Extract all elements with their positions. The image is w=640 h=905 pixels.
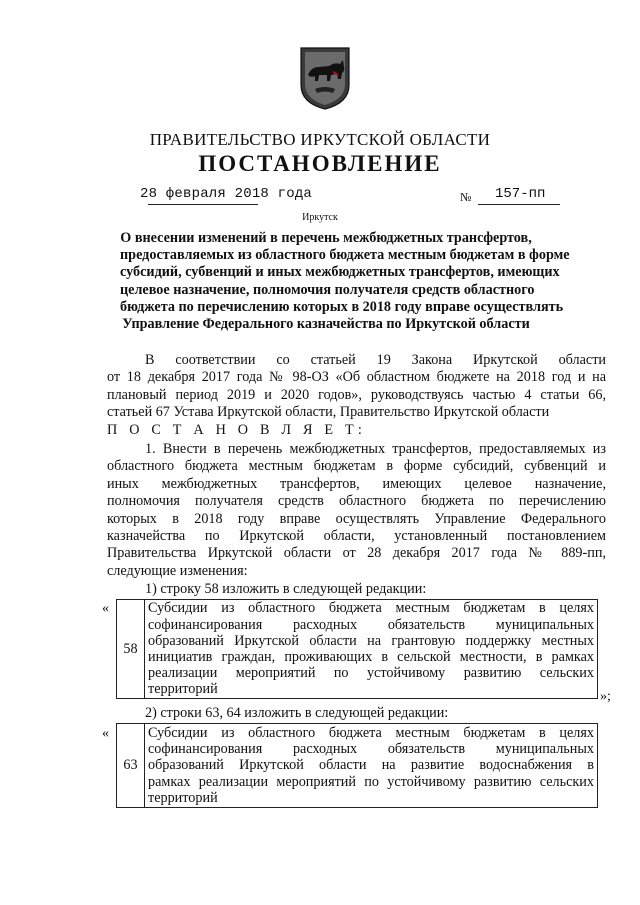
item-1-paragraph bbox=[107, 441, 606, 580]
item-1-line: 1. Внести в перечень межбюджетных трансфертов, предоставляемых из bbox=[145, 441, 606, 457]
row-text-line: софинансирования расходных обязательств муниципальных bbox=[148, 616, 594, 633]
row-text-line: реализации мероприятий по устойчивому развитию сельских bbox=[148, 665, 594, 682]
item-1-line: областного бюджета местным бюджетам в форме субсидий, субвенций и bbox=[107, 458, 606, 475]
date-underline bbox=[148, 204, 258, 205]
row-text-line: софинансирования расходных обязательств муниципальных bbox=[148, 741, 594, 758]
item-1-line: следующие изменения: bbox=[107, 562, 248, 579]
city-name: Иркутск bbox=[302, 212, 338, 223]
item-1-line: Правительства Иркутской области от 28 декабря 2017 года № 889-пп, bbox=[107, 545, 606, 562]
opening-quote: « bbox=[102, 726, 109, 741]
row-text-line: территорий bbox=[148, 681, 218, 698]
row-text-line: образований Иркутской области на грантовую поддержку местных bbox=[148, 632, 594, 649]
document-date: 28 февраля 2018 года bbox=[140, 186, 313, 202]
coat-of-arms-emblem bbox=[297, 45, 353, 111]
subitem-2: 2) строки 63, 64 изложить в следующей редакции: bbox=[145, 705, 449, 721]
row-text bbox=[145, 600, 598, 699]
item-1-line: полномочия получателя средств областного бюджета по перечислению bbox=[107, 493, 606, 510]
row-63-table bbox=[116, 723, 598, 808]
resolves-word: П О С Т А Н О В Л Я Е Т: bbox=[107, 421, 366, 438]
government-name: ПРАВИТЕЛЬСТВО ИРКУТСКОЙ ОБЛАСТИ bbox=[149, 130, 491, 149]
item-1-line: казначейства по Иркутской области, установленный постановлением bbox=[107, 528, 606, 545]
row-text-line: Субсидии из областного бюджета местным бюджетам в целях bbox=[148, 724, 594, 741]
title-line: субсидий, субвенций и иных межбюджетных трансфертов, имеющих bbox=[120, 264, 560, 281]
preamble-line: плановый период 2019 и 2020 годов», руководствуясь частью 4 статьи 66, bbox=[107, 386, 606, 403]
number-sign: № bbox=[460, 190, 472, 204]
row-text-line: инициатив граждан, проживающих в сельской местности, в рамках bbox=[148, 649, 594, 665]
preamble-line: статьей 67 Устава Иркутской области, Правительство Иркутской области bbox=[107, 404, 550, 421]
title-line: бюджета по перечислению которых в 2018 году вправе осуществлять bbox=[120, 298, 564, 315]
title-line: целевое назначение, полномочия получателя средств областного bbox=[120, 281, 535, 298]
row-58-table bbox=[116, 599, 598, 699]
preamble-paragraph bbox=[107, 352, 606, 439]
document-title bbox=[120, 230, 570, 333]
row-text bbox=[145, 724, 598, 808]
title-line: Управление Федерального казначейства по Иркутской области bbox=[122, 316, 530, 333]
preamble-line: от 18 декабря 2017 года № 98-ОЗ «Об областном бюджете на 2018 год и на bbox=[107, 369, 606, 386]
row-text-line: Субсидии из областного бюджета местным бюджетам в целях bbox=[148, 600, 594, 617]
item-1-line: иных межбюджетных трансфертов, имеющих целевое назначение, bbox=[107, 475, 606, 492]
title-line: предоставляемых из областного бюджета местным бюджетам в форме bbox=[120, 247, 570, 264]
closing-quote: »; bbox=[600, 689, 611, 704]
row-number: 63 bbox=[117, 724, 145, 808]
preamble-line: В соответствии со статьей 19 Закона Иркутской области bbox=[145, 352, 606, 368]
row-number: 58 bbox=[117, 600, 145, 699]
title-line: О внесении изменений в перечень межбюджетных трансфертов, bbox=[120, 230, 532, 246]
document-number: 157-пп bbox=[495, 186, 546, 202]
number-underline bbox=[478, 204, 560, 205]
item-1-line: которых в 2018 году вправе осуществлять Управление Федерального bbox=[107, 510, 606, 527]
row-text-line: территорий bbox=[148, 789, 218, 806]
subitem-1: 1) строку 58 изложить в следующей редакции: bbox=[145, 581, 427, 597]
opening-quote: « bbox=[102, 601, 109, 616]
row-text-line: образований Иркутской области на развитие водоснабжения в bbox=[148, 757, 594, 774]
document-type: ПОСТАНОВЛЕНИЕ bbox=[198, 151, 442, 176]
row-text-line: рамках реализации мероприятий по устойчивому развитию сельских bbox=[148, 773, 594, 790]
